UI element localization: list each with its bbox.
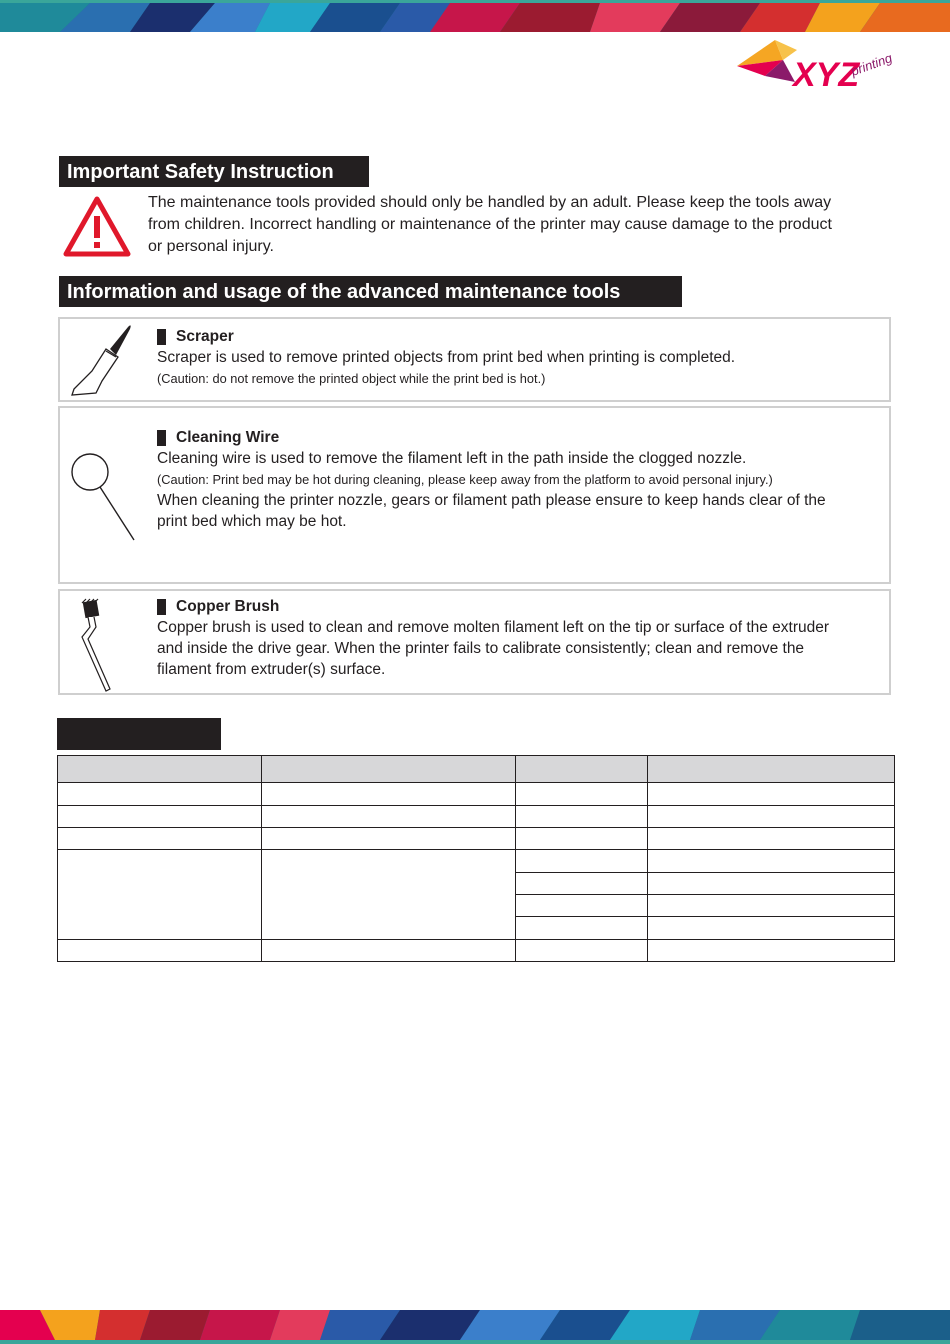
copper-brush-description [157,597,881,680]
safety-section-title: Important Safety Instruction [59,156,369,187]
table-merged-cell [262,850,516,939]
table-cell [262,805,516,827]
table-cell [516,917,648,939]
table-cell [648,828,895,850]
table-row [58,805,895,827]
table-cell [58,939,262,961]
cleaning-wire-note-line: print bed which may be hot. [157,513,347,530]
scraper-caution: (Caution: do not remove the printed object while the print bed is hot.) [157,371,546,386]
table-cell [58,805,262,827]
bottom-decorative-band [0,1310,950,1344]
copper-brush-info-box [58,589,891,695]
cleaning-wire-info-box [58,406,891,584]
scraper-usage: Scraper is used to remove printed objects from print bed when printing is completed. [157,349,736,366]
scraper-name: Scraper [176,328,234,345]
table-cell [58,783,262,805]
svg-text:printing: printing [848,50,895,79]
scraper-icon [70,323,134,404]
table-cell [648,894,895,916]
cleaning-wire-name: Cleaning Wire [176,429,280,446]
xyzprinting-logo [735,36,897,98]
spec-table [57,755,895,962]
table-cell [262,828,516,850]
table-cell [262,939,516,961]
table-cell [648,805,895,827]
cleaning-wire-icon [70,452,140,549]
safety-instruction-text [148,192,908,258]
safety-line: The maintenance tools provided should only be handled by an adult. Please keep the tools away [148,194,832,211]
safety-line: or personal injury. [148,238,274,255]
scraper-info-box [58,317,891,402]
table-merged-cell [58,850,262,939]
table-cell [516,805,648,827]
top-decorative-band [0,0,950,32]
table-cell [648,917,895,939]
table-row [58,828,895,850]
heading-bullet [157,329,166,345]
table-header-cell [648,756,895,783]
table-row [58,783,895,805]
copper-brush-usage-line: and inside the drive gear. When the printer fails to calibrate consistently; clean and remove the [157,640,805,657]
copper-brush-usage-line: filament from extruder(s) surface. [157,661,386,678]
heading-bullet [157,430,166,446]
heading-bullet [157,599,166,615]
table-cell [516,850,648,872]
table-cell [516,939,648,961]
table-cell [262,783,516,805]
table-cell [516,872,648,894]
table-cell [58,828,262,850]
cleaning-wire-description [157,428,881,532]
table-header-cell [516,756,648,783]
tools-section-title: Information and usage of the advanced maintenance tools [59,276,682,307]
table-cell [516,783,648,805]
copper-brush-icon [76,597,126,698]
copper-brush-name: Copper Brush [176,598,280,615]
cleaning-wire-usage: Cleaning wire is used to remove the filament left in the path inside the clogged nozzle. [157,450,747,467]
table-section-title [57,718,221,750]
table-header-cell [58,756,262,783]
table-row [58,850,895,872]
copper-brush-heading [157,597,881,617]
table-cell [516,828,648,850]
table-cell [648,939,895,961]
cleaning-wire-heading [157,428,881,448]
table-header-cell [262,756,516,783]
scraper-heading [157,327,881,347]
cleaning-wire-note-line: When cleaning the printer nozzle, gears or filament path please ensure to keep hands clear of the [157,492,826,509]
table-cell [648,872,895,894]
table-row [58,939,895,961]
copper-brush-usage-line: Copper brush is used to clean and remove molten filament left on the tip or surface of the extruder [157,619,830,636]
table-cell [648,783,895,805]
table-header-row [58,756,895,783]
table-cell [516,894,648,916]
warning-triangle-icon [62,194,132,258]
table-cell [648,850,895,872]
cleaning-wire-caution: (Caution: Print bed may be hot during cleaning, please keep away from the platform to avoid personal injury.) [157,472,773,487]
scraper-description [157,327,881,389]
svg-text:XYZ: XYZ [793,56,860,94]
safety-line: from children. Incorrect handling or maintenance of the printer may cause damage to the product [148,216,832,233]
